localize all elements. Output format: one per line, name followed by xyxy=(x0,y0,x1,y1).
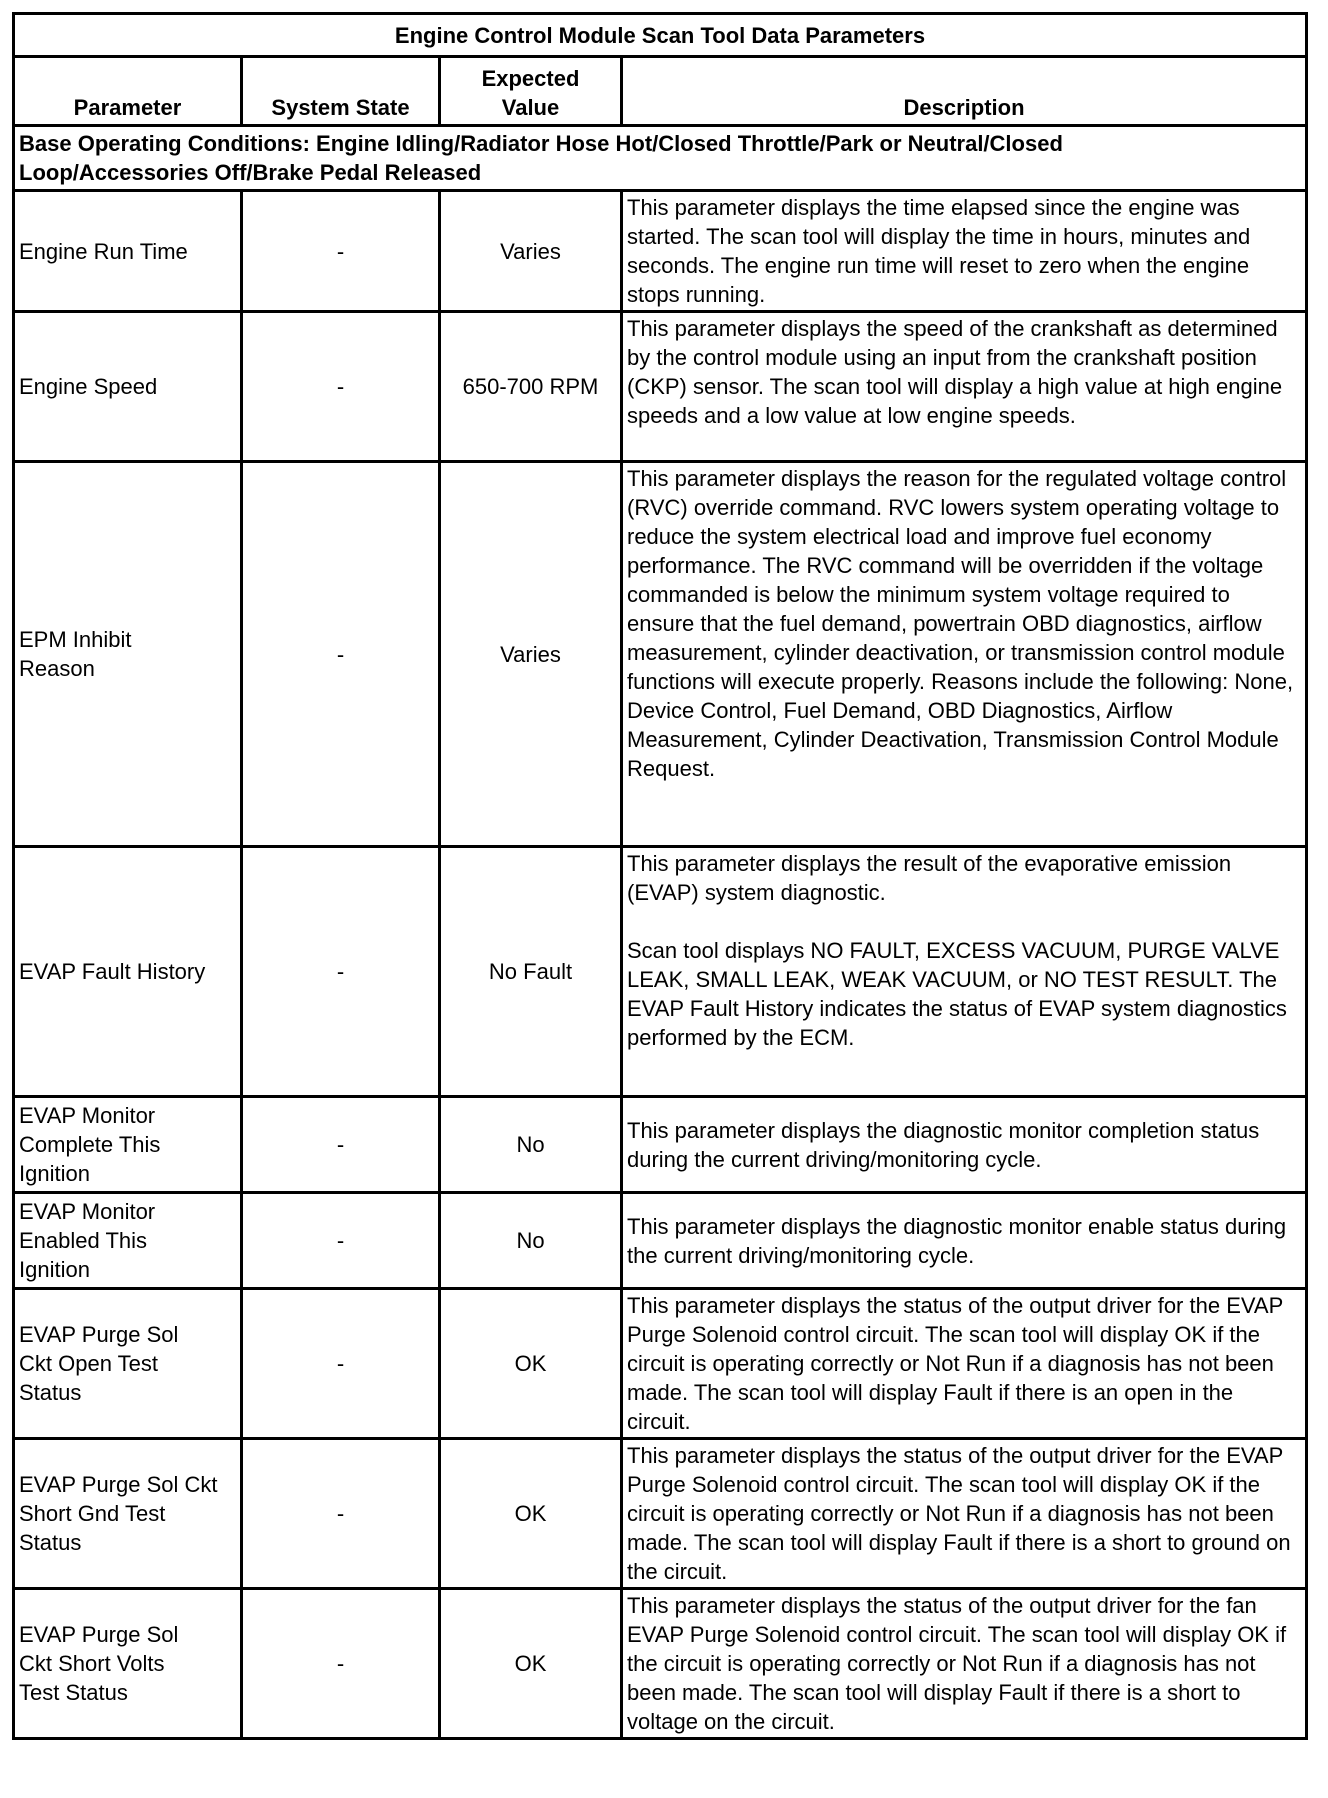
system-state-cell: - xyxy=(242,462,440,847)
description-cell: This parameter displays the time elapsed since the engine was started. The scan tool will display the time in hours, minutes and seconds. The engine run time will reset to zero when the engine stops running. xyxy=(622,191,1307,312)
column-header-row xyxy=(14,57,1307,126)
parameter-cell: EVAP Purge Sol Ckt Open Test Status xyxy=(14,1289,242,1439)
table-title-row xyxy=(14,14,1307,57)
parameter-cell: EVAP Monitor Enabled This Ignition xyxy=(14,1193,242,1289)
description-cell: This parameter displays the diagnostic monitor enable status during the current driving/monitoring cycle. xyxy=(622,1193,1307,1289)
paragraph-spacer xyxy=(627,907,1301,936)
system-state-cell: - xyxy=(242,191,440,312)
parameter-cell: EVAP Purge Sol Ckt Short Gnd Test Status xyxy=(14,1439,242,1589)
header-expected-value: Expected Value xyxy=(440,57,622,126)
system-state-cell: - xyxy=(242,1589,440,1739)
table-row xyxy=(14,1439,1307,1589)
expected-value-cell: 650-700 RPM xyxy=(440,312,622,462)
system-state-cell: - xyxy=(242,1439,440,1589)
expected-value-cell: Varies xyxy=(440,462,622,847)
table-title: Engine Control Module Scan Tool Data Parameters xyxy=(14,14,1307,57)
description-cell: This parameter displays the speed of the crankshaft as determined by the control module using an input from the crankshaft position (CKP) sensor. The scan tool will display a high value at high engine speeds and a low value at low engine speeds. xyxy=(622,312,1307,462)
expected-value-cell: No Fault xyxy=(440,847,622,1097)
base-conditions-row xyxy=(14,126,1307,191)
parameter-cell: Engine Run Time xyxy=(14,191,242,312)
system-state-cell: - xyxy=(242,1193,440,1289)
table-row xyxy=(14,1193,1307,1289)
system-state-cell: - xyxy=(242,1289,440,1439)
expected-value-cell: No xyxy=(440,1097,622,1193)
description-cell: This parameter displays the status of the output driver for the EVAP Purge Solenoid control circuit. The scan tool will display OK if the circuit is operating correctly or Not Run if a diagnosis has not been made. The scan tool will display Fault if there is an open in the circuit. xyxy=(622,1289,1307,1439)
header-system-state: System State xyxy=(242,57,440,126)
table-row xyxy=(14,191,1307,312)
system-state-cell: - xyxy=(242,312,440,462)
table-row xyxy=(14,312,1307,462)
expected-value-cell: Varies xyxy=(440,191,622,312)
system-state-cell: - xyxy=(242,847,440,1097)
parameter-cell: Engine Speed xyxy=(14,312,242,462)
table-row xyxy=(14,847,1307,1097)
description-cell: This parameter displays the diagnostic monitor completion status during the current driving/monitoring cycle. xyxy=(622,1097,1307,1193)
table-row xyxy=(14,1289,1307,1439)
parameter-cell: EVAP Monitor Complete This Ignition xyxy=(14,1097,242,1193)
system-state-cell: - xyxy=(242,1097,440,1193)
header-description: Description xyxy=(622,57,1307,126)
expected-value-cell: OK xyxy=(440,1439,622,1589)
parameter-cell: EPM Inhibit Reason xyxy=(14,462,242,847)
description-cell: This parameter displays the status of the output driver for the EVAP Purge Solenoid control circuit. The scan tool will display OK if the circuit is operating correctly or Not Run if a diagnosis has not been made. The scan tool will display Fault if there is a short to ground on the circuit. xyxy=(622,1439,1307,1589)
description-paragraph: Scan tool displays NO FAULT, EXCESS VACUUM, PURGE VALVE LEAK, SMALL LEAK, WEAK VACUUM, or NO TEST RESULT. The EVAP Fault History indicates the status of EVAP system diagnostics performed by the ECM. xyxy=(627,938,1287,1050)
scan-tool-parameters-table xyxy=(12,12,1308,1740)
table-row xyxy=(14,1097,1307,1193)
table-row xyxy=(14,462,1307,847)
expected-value-cell: OK xyxy=(440,1289,622,1439)
parameter-cell: EVAP Purge Sol Ckt Short Volts Test Status xyxy=(14,1589,242,1739)
description-paragraph: This parameter displays the result of the evaporative emission (EVAP) system diagnostic. xyxy=(627,851,1232,905)
header-parameter: Parameter xyxy=(14,57,242,126)
parameter-cell: EVAP Fault History xyxy=(14,847,242,1097)
description-cell: This parameter displays the reason for the regulated voltage control (RVC) override command. RVC lowers system operating voltage to reduce the system electrical load and improve fuel economy performance. The RVC command will be overridden if the voltage commanded is below the minimum system voltage required to ensure that the fuel demand, powertrain OBD diagnostics, airflow measurement, cylinder deactivation, or transmission control module functions will execute properly. Reasons include the following: None, Device Control, Fuel Demand, OBD Diagnostics, Airflow Measurement, Cylinder Deactivation, Transmission Control Module Request. xyxy=(622,462,1307,847)
table-row xyxy=(14,1589,1307,1739)
expected-value-cell: OK xyxy=(440,1589,622,1739)
description-cell: This parameter displays the status of the output driver for the fan EVAP Purge Solenoid control circuit. The scan tool will display OK if the circuit is operating correctly or Not Run if a diagnosis has not been made. The scan tool will display Fault if there is a short to voltage on the circuit. xyxy=(622,1589,1307,1739)
expected-value-cell: No xyxy=(440,1193,622,1289)
description-cell xyxy=(622,847,1307,1097)
base-operating-conditions: Base Operating Conditions: Engine Idling/Radiator Hose Hot/Closed Throttle/Park or Neutral/Closed Loop/Accessories Off/Brake Pedal Released xyxy=(14,126,1307,191)
